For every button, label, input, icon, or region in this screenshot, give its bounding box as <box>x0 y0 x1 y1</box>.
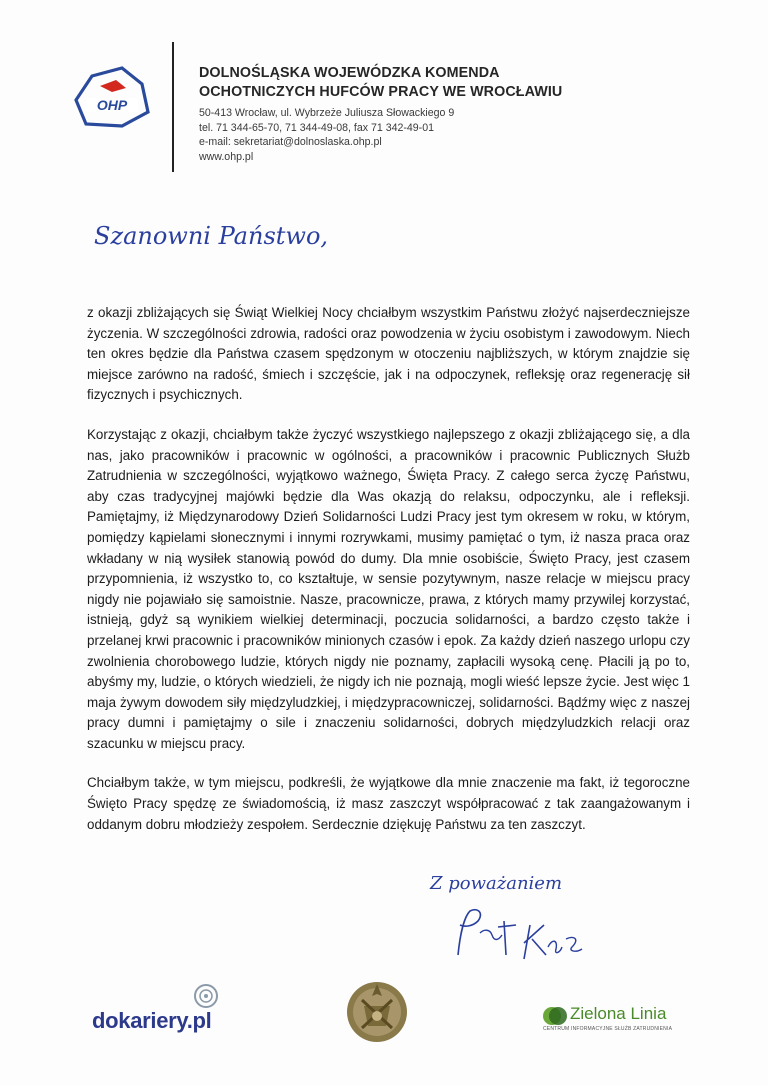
letter-body <box>87 303 690 854</box>
org-name-line1: DOLNOŚLĄSKA WOJEWÓDZKA KOMENDA <box>199 65 500 81</box>
header-divider <box>172 42 174 172</box>
zielona-linia-subtitle: CENTRUM INFORMACYJNE SŁUŻB ZATRUDNIENIA <box>543 1026 673 1032</box>
zielona-linia-logo: Zielona Linia <box>570 1004 667 1023</box>
svg-text:Z poważaniem: Z poważaniem <box>430 873 563 894</box>
paragraph-3: Chciałbym także, w tym miejscu, podkreśli, że wyjątkowe dla mnie znaczenie ma fakt, iż tegoroczne Święto Pracy spędzę ze świadomością, iż masz zaszczyt współpracować z tak zaangażowanym i oddanym dobru młodzieży zespołem. Serdecznie dziękuję Państwu za ten zaszczyt. <box>87 775 690 832</box>
email: e-mail: sekretariat@dolnoslaska.ohp.pl <box>199 136 382 148</box>
svg-text:OHP: OHP <box>96 97 128 113</box>
ohp-emblem <box>342 970 412 1050</box>
contact-block <box>199 106 699 164</box>
phone: tel. 71 344-65-70, 71 344-49-08, fax 71 342-49-01 <box>199 121 434 134</box>
website: www.ohp.pl <box>199 150 254 163</box>
svg-text:Szanowni Państwo,: Szanowni Państwo, <box>94 222 329 250</box>
org-header <box>199 64 699 164</box>
handwritten-signature <box>420 855 610 970</box>
paragraph-1: z okazji zbliżających się Świąt Wielkiej Nocy chciałbym wszystkim Państwu złożyć najserdeczniejsze życzenia. W szczególności zdrowia, radości oraz powodzenia w życiu osobistym i zawodowym. Niech ten okres będzie dla Państwa czasem spędzonym w otoczeniu najbliższych, w którym znajdzie się miejsce zarówno na radość, śmiech i szczęście, jak i na odpoczynek, refleksję oraz regenerację sił fizycznych i psychicznych. <box>87 305 690 403</box>
handwritten-greeting <box>92 212 352 262</box>
address: 50-413 Wrocław, ul. Wybrzeże Juliusza Słowackiego 9 <box>199 107 455 119</box>
dokariery-logo: dokariery.pl <box>92 1008 212 1033</box>
paragraph-2: Korzystając z okazji, chciałbym także życzyć wszystkiego najlepszego z okazji zbliżającego się, a dla nas, jako pracowników i pracownic w ogólności, a pracowników i pracownic Publicznych Służb Zatrudnienia w szczególności, wyjątkowo ważnego, Święta Pracy. Z całego serca życzę Państwu, aby czas tradycyjnej majówki będzie dla Was okazją do relaksu, odpoczynku, ale i refleksji. Pamiętajmy, iż Międzynarodowy Dzień Solidarności Ludzi Pracy jest tym okresem w roku, w którym, pomiędzy kąpielami słonecznymi i innymi rozrywkami, musimy pamiętać o tym, iż nasza praca oraz wkładany w nią wysiłek stanowią powód do dumy. Dla mnie osobiście, Święto Pracy, jest czasem przypomnienia, iż wszystko to, co kształtuje, w sensie pozytywnym, nasze relacje w miejscu pracy nigdy nie pojawiało się samoistnie. Nasze, pracownicze, prawa, z których mamy przywilej korzystać, istnieją, gdyż są wynikiem wielkiej determinacji, poczucia solidarności, a bardzo często także i przelanej krwi pracownic i pracowników minionych czasów i epok. Za każdy dzień naszego urlopu czy zwolnienia chorobowego ludzie, których nigdy nie poznamy, zapłacili wysoką cenę. Płacili ją po to, abyśmy my, ludzie, o których wiedzieli, że nigdy ich nie poznają, mogli wieść lepsze życie. Jest więc 1 maja żywym dowodem siły międzyludzkiej, i międzypracowniczej, solidarności. Bądźmy więc z naszej pracy dumni i pamiętajmy o sile i znaczeniu solidarności, dobrych międzyludzkich relacji oraz szacunku w miejscu pracy. <box>87 426 690 751</box>
ohp-logo <box>72 64 152 130</box>
org-name-line2: OCHOTNICZYCH HUFCÓW PRACY WE WROCŁAWIU <box>199 84 563 100</box>
